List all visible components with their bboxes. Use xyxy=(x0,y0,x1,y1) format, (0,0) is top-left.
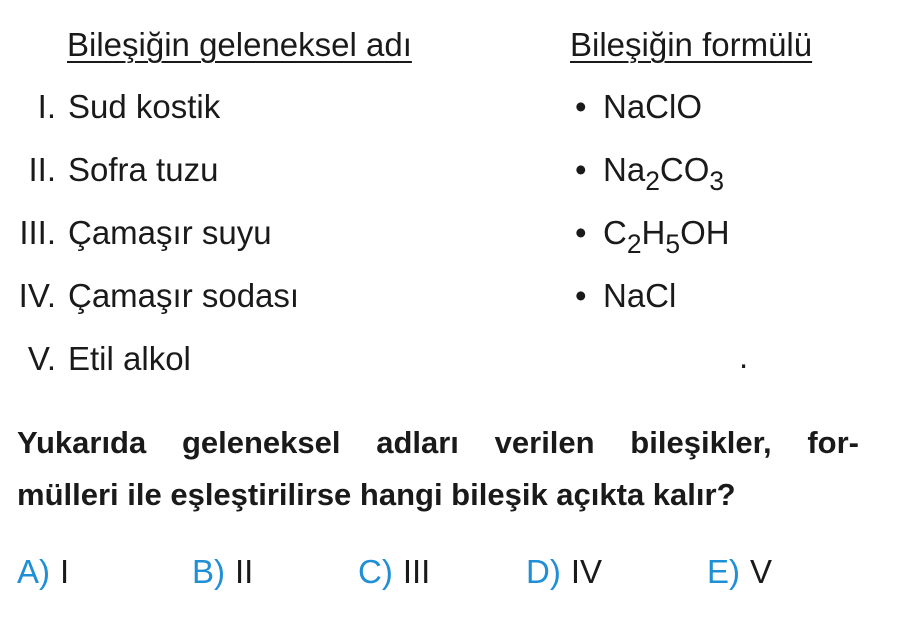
compound-number: I. xyxy=(37,88,56,125)
formula-item-1 xyxy=(575,88,702,126)
option-d[interactable] xyxy=(526,553,602,591)
option-letter: D) xyxy=(526,553,561,590)
formula-part: OH xyxy=(680,214,730,251)
option-c[interactable] xyxy=(358,553,430,591)
bullet-icon: • xyxy=(575,277,587,314)
compound-name: Etil alkol xyxy=(68,340,191,377)
formula-subscript: 2 xyxy=(645,166,660,197)
question-line-1: Yukarıda geleneksel adları verilen bileşikler, for- xyxy=(17,425,859,460)
bullet-icon: • xyxy=(575,214,587,251)
formula-item-4 xyxy=(575,277,676,315)
formula-item-3 xyxy=(575,214,730,260)
question-text xyxy=(17,417,859,521)
bullet-icon: • xyxy=(575,151,587,188)
option-text: V xyxy=(750,553,773,590)
formula-text: NaClO xyxy=(603,88,703,125)
option-text: IV xyxy=(570,553,603,590)
compound-number: IV. xyxy=(18,277,56,314)
question-line-2: mülleri ile eşleştirilirse hangi bileşik açıkta kalır? xyxy=(17,477,736,512)
option-a[interactable] xyxy=(17,553,69,591)
formula-text: NaCl xyxy=(603,277,677,314)
compound-number: V. xyxy=(27,340,56,377)
option-letter: C) xyxy=(358,553,393,590)
compound-name: Sofra tuzu xyxy=(68,151,219,188)
option-e[interactable] xyxy=(707,553,772,591)
formula-part: C xyxy=(603,214,627,251)
formula-item-2 xyxy=(575,151,725,197)
option-letter: A) xyxy=(17,553,50,590)
compound-name: Çamaşır sodası xyxy=(68,277,300,314)
formula-part: CO xyxy=(659,151,710,188)
formula-subscript: 3 xyxy=(709,166,725,197)
formula-subscript: 2 xyxy=(626,229,642,260)
option-letter: B) xyxy=(192,553,225,590)
formula-part: Na xyxy=(603,151,646,188)
option-text: II xyxy=(235,553,254,590)
right-column-header: Bileşiğin formülü xyxy=(570,26,813,63)
option-letter: E) xyxy=(707,553,740,590)
bullet-icon: • xyxy=(575,88,587,125)
compound-number: II. xyxy=(28,151,56,188)
formula-part: H xyxy=(641,214,666,251)
option-text: III xyxy=(402,553,431,590)
option-text: I xyxy=(60,553,70,590)
option-b[interactable] xyxy=(192,553,253,591)
compound-name: Sud kostik xyxy=(68,88,221,125)
compound-number: III. xyxy=(19,214,56,251)
trailing-dot: . xyxy=(739,338,749,375)
formula-subscript: 5 xyxy=(665,229,681,260)
compound-name: Çamaşır suyu xyxy=(68,214,272,251)
left-column-header: Bileşiğin geleneksel adı xyxy=(67,26,412,63)
